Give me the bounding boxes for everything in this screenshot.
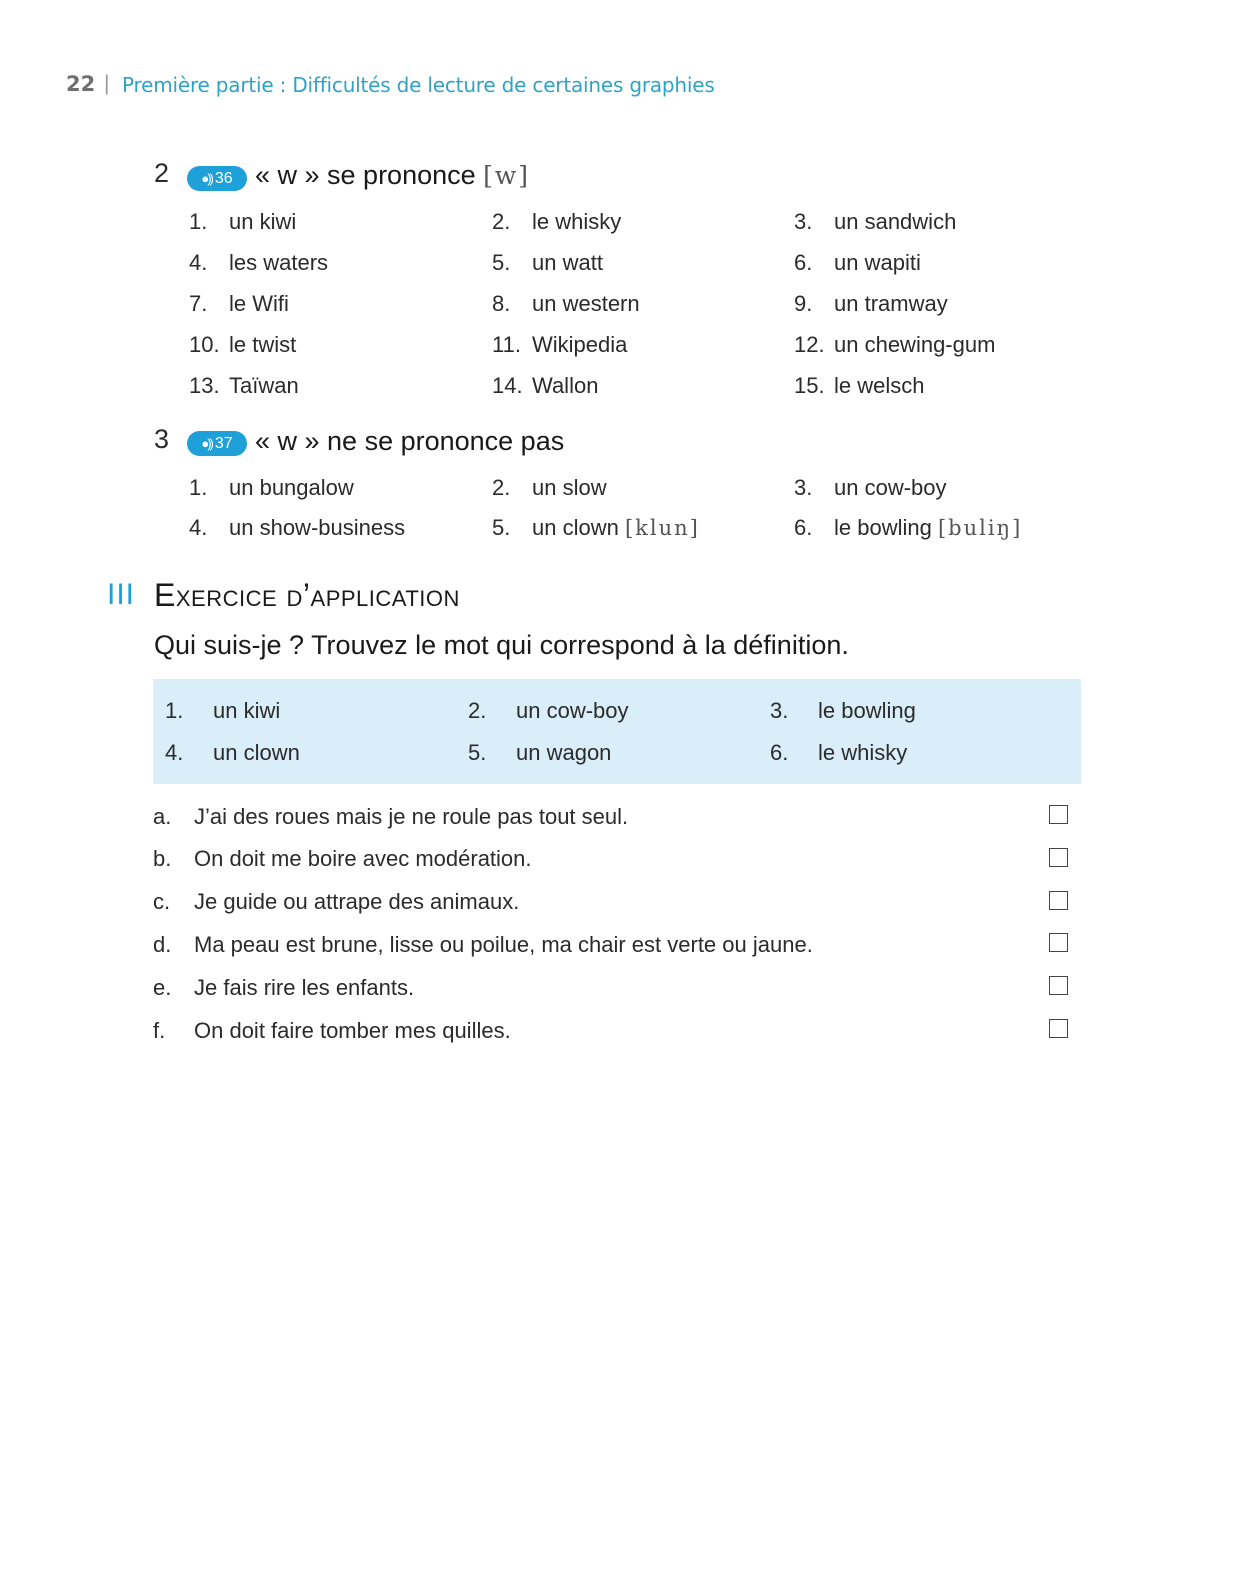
list-item (492, 515, 700, 541)
item-text: un slow (532, 475, 607, 500)
item-phonetic: [buliŋ] (937, 516, 1023, 540)
item-number: 4. (165, 740, 184, 765)
question-text: Ma peau est brune, lisse ou poilue, ma chair est verte ou jaune. (194, 932, 813, 957)
item-number: 3. (794, 475, 813, 500)
item-number: 2. (492, 209, 511, 234)
list-item (189, 291, 289, 317)
list-item (794, 475, 947, 501)
item-number: 6. (794, 515, 813, 540)
item-number: 6. (770, 740, 789, 765)
item-number: 3. (770, 698, 789, 723)
exercise-2-number: 2 (154, 158, 170, 188)
word-bank-item (468, 698, 629, 724)
item-text: les waters (229, 250, 329, 275)
item-number: 4. (189, 250, 208, 275)
list-item (189, 373, 299, 399)
exercise-3-number: 3 (154, 424, 170, 454)
item-number: 1. (165, 698, 184, 723)
item-number: 1. (189, 475, 208, 500)
question-text: On doit faire tomber mes quilles. (194, 1018, 511, 1043)
item-text: un kiwi (213, 698, 281, 723)
item-number: 5. (492, 515, 511, 540)
list-item (189, 515, 405, 541)
list-item (492, 475, 607, 501)
item-text: le bowling (818, 698, 916, 723)
page-number: 22 (66, 72, 96, 96)
item-text: un kiwi (229, 209, 297, 234)
item-number: 2. (492, 475, 511, 500)
section-title: Exercice d’application (154, 577, 460, 613)
item-text: Taïwan (229, 373, 299, 398)
question-letter: a. (153, 804, 172, 829)
item-text: un wagon (516, 740, 612, 765)
item-number: 10. (189, 332, 220, 357)
item-text: un chewing-gum (834, 332, 996, 357)
item-number: 4. (189, 515, 208, 540)
question-text: Je guide ou attrape des animaux. (194, 889, 520, 914)
answer-checkbox[interactable] (1049, 891, 1068, 910)
item-number: 11. (492, 332, 521, 357)
exercise-2-title-text: « w » se prononce (255, 160, 476, 190)
question-row (153, 1018, 511, 1044)
list-item (189, 475, 354, 501)
item-text: un wapiti (834, 250, 921, 275)
exercise-instruction: Qui suis-je ? Trouvez le mot qui correspond à la définition. (154, 630, 849, 660)
word-bank-item (770, 740, 907, 766)
item-text: un cow-boy (516, 698, 629, 723)
item-text: le whisky (532, 209, 622, 234)
item-text: un tramway (834, 291, 948, 316)
audio-badge-36[interactable] (187, 166, 247, 191)
item-number: 14. (492, 373, 523, 398)
list-item (189, 250, 328, 276)
item-phonetic: [klun] (624, 516, 700, 540)
word-bank (153, 679, 1081, 784)
item-text: Wikipedia (532, 332, 628, 357)
question-text: Je fais rire les enfants. (194, 975, 415, 1000)
list-item (794, 373, 924, 399)
item-text: un clown (213, 740, 300, 765)
answer-checkbox[interactable] (1049, 933, 1068, 952)
speaker-icon: ●)) (201, 436, 212, 451)
answer-checkbox[interactable] (1049, 1019, 1068, 1038)
speaker-icon: ●)) (201, 171, 212, 186)
list-item (492, 291, 640, 317)
exercise-2-phonetic: [w] (483, 161, 531, 190)
question-letter: b. (153, 846, 172, 871)
answer-checkbox[interactable] (1049, 805, 1068, 824)
list-item (794, 515, 1022, 541)
section-roman-numeral: III (107, 578, 136, 611)
question-row (153, 889, 519, 915)
exercise-2-title (255, 160, 530, 191)
list-item (492, 209, 621, 235)
item-number: 7. (189, 291, 208, 316)
list-item (189, 332, 296, 358)
audio-badge-37[interactable] (187, 431, 247, 456)
item-text: un bungalow (229, 475, 354, 500)
list-item (492, 332, 627, 358)
audio-track-number: 36 (214, 169, 233, 187)
item-number: 12. (794, 332, 825, 357)
item-number: 6. (794, 250, 813, 275)
list-item (794, 332, 995, 358)
item-text: un western (532, 291, 640, 316)
item-text: un show-business (229, 515, 406, 540)
item-text: un cow-boy (834, 475, 947, 500)
list-item (794, 291, 948, 317)
question-row (153, 846, 532, 872)
item-number: 2. (468, 698, 487, 723)
item-number: 5. (468, 740, 487, 765)
list-item (492, 250, 603, 276)
word-bank-item (165, 740, 300, 766)
question-row (153, 975, 414, 1001)
item-number: 13. (189, 373, 220, 398)
audio-track-number: 37 (214, 434, 233, 452)
item-number: 3. (794, 209, 813, 234)
question-row (153, 932, 813, 958)
list-item (794, 209, 956, 235)
item-number: 9. (794, 291, 813, 316)
question-text: On doit me boire avec modération. (194, 846, 532, 871)
item-text: un clown (532, 515, 619, 540)
item-text: le bowling (834, 515, 932, 540)
question-letter: c. (153, 889, 171, 914)
question-letter: f. (153, 1018, 166, 1043)
answer-checkbox[interactable] (1049, 848, 1068, 867)
question-letter: e. (153, 975, 172, 1000)
exercise-3-title: « w » ne se prononce pas (255, 426, 565, 456)
item-text: le Wifi (229, 291, 289, 316)
item-text: le twist (229, 332, 297, 357)
answer-checkbox[interactable] (1049, 976, 1068, 995)
list-item (492, 373, 598, 399)
item-text: un sandwich (834, 209, 957, 234)
item-number: 15. (794, 373, 825, 398)
list-item (794, 250, 921, 276)
word-bank-item (468, 740, 611, 766)
header-separator: | (104, 72, 110, 95)
item-text: Wallon (532, 373, 599, 398)
item-number: 1. (189, 209, 208, 234)
item-number: 8. (492, 291, 511, 316)
question-letter: d. (153, 932, 172, 957)
word-bank-item (165, 698, 280, 724)
word-bank-item (770, 698, 916, 724)
item-text: le whisky (818, 740, 908, 765)
question-row (153, 804, 628, 830)
list-item (189, 209, 296, 235)
item-text: le welsch (834, 373, 925, 398)
item-text: un watt (532, 250, 603, 275)
question-text: J’ai des roues mais je ne roule pas tout seul. (194, 804, 629, 829)
item-number: 5. (492, 250, 511, 275)
part-title: Première partie : Difficultés de lecture de certaines graphies (122, 73, 715, 97)
